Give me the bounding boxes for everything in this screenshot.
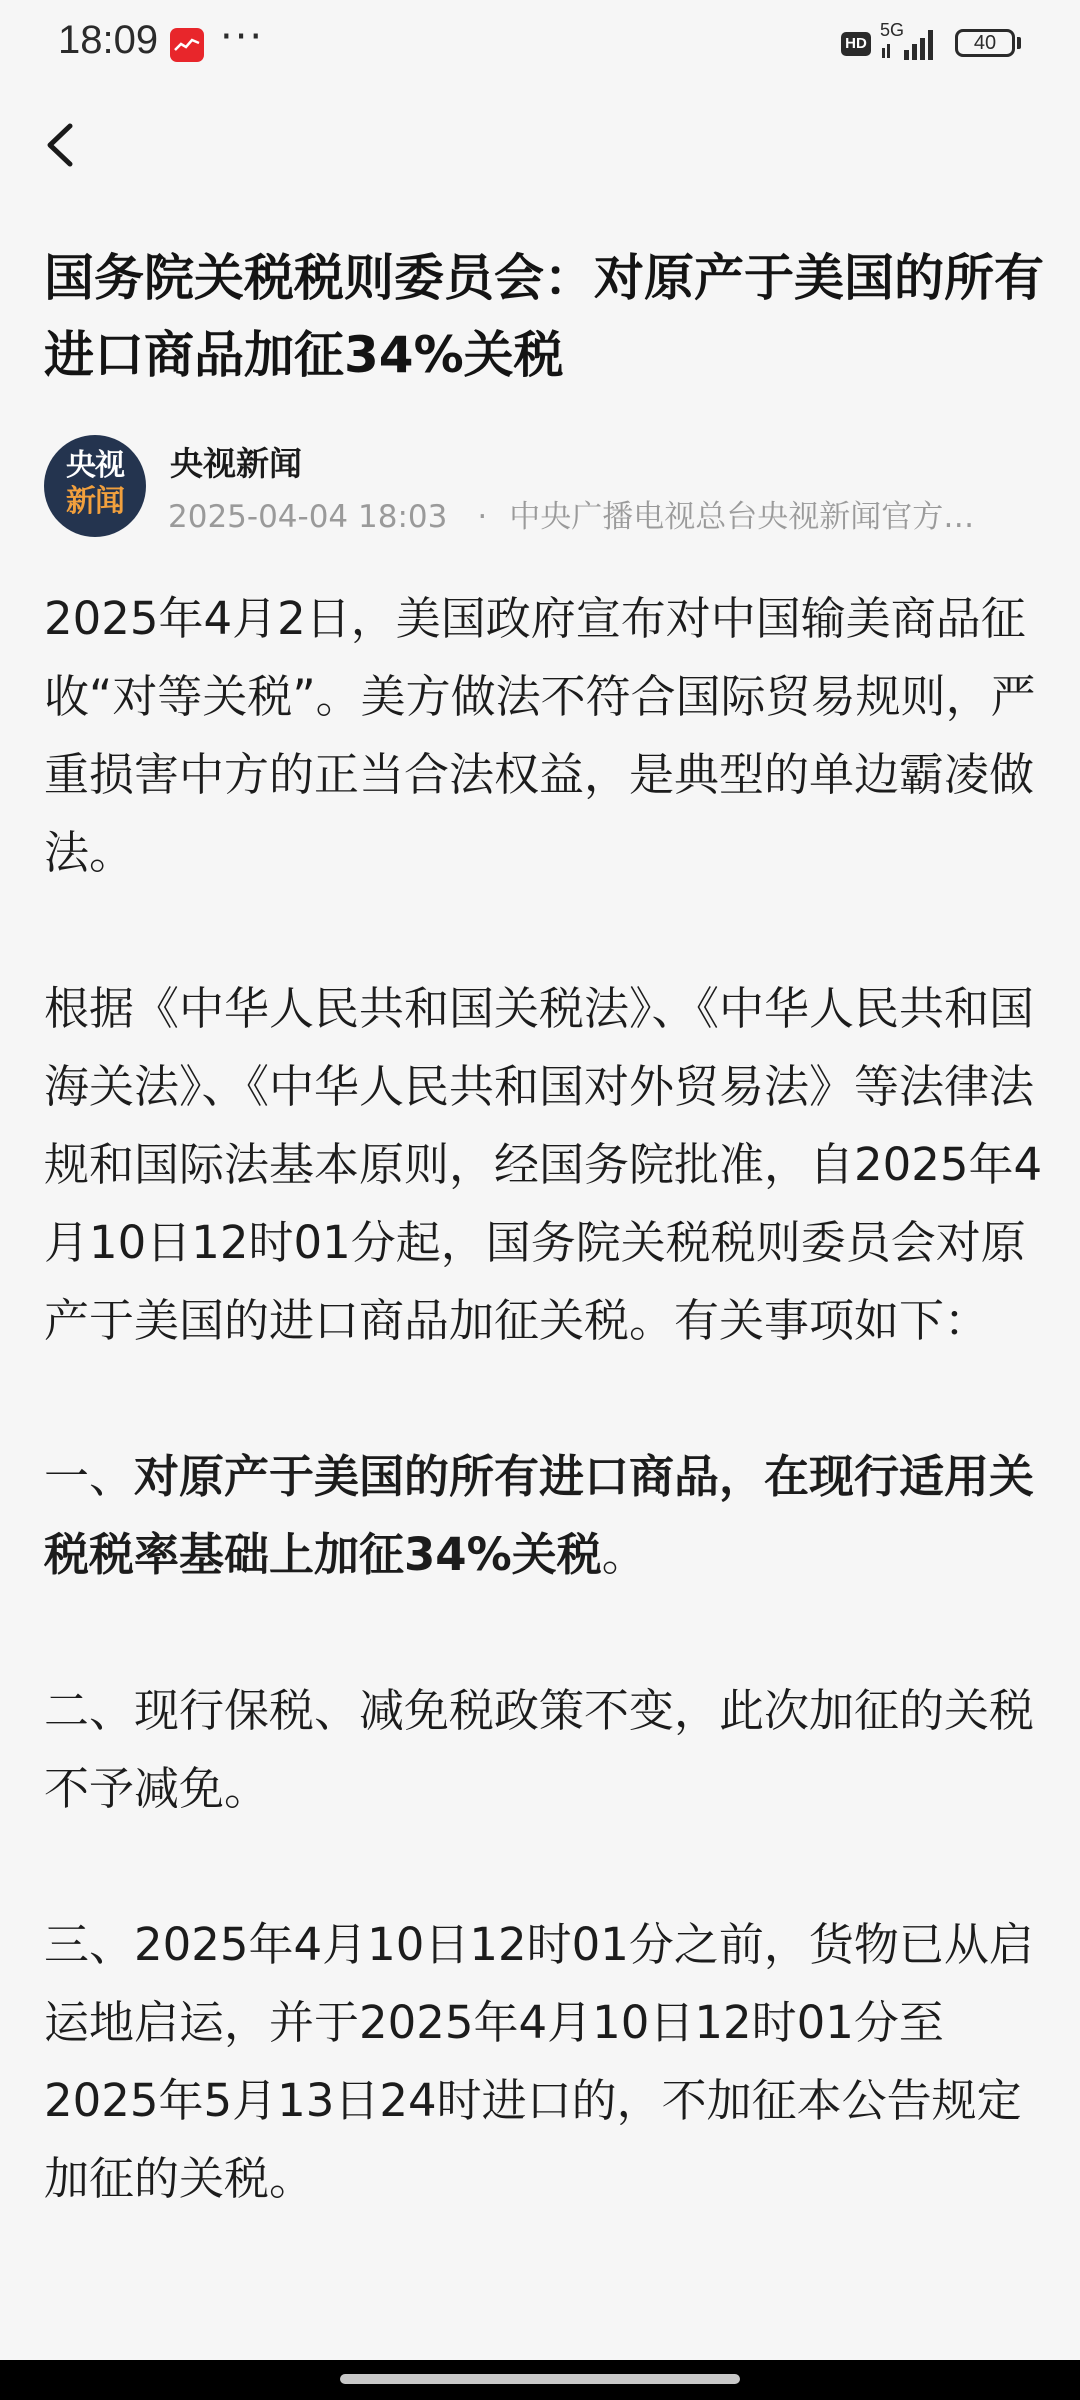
- back-button[interactable]: [36, 112, 92, 178]
- paragraph-3-prefix: 一、: [44, 1450, 135, 1503]
- paragraph-4: 二、现行保税、减免税政策不变，此次加征的关税不予减免。: [44, 1684, 1035, 1815]
- meta-separator: ·: [477, 499, 488, 535]
- paragraph-3-bold: 对原产于美国的所有进口商品，在现行适用关税税率基础上加征34%关税: [44, 1450, 1035, 1581]
- paragraph-5: 三、2025年4月10日12时01分之前，货物已从启运地启运，并于2025年4月10日12时01分至2025年5月13日24时进口的，不加征本公告规定加征的关税。: [44, 1918, 1034, 2205]
- gesture-bar: [0, 2360, 1080, 2400]
- status-time: 18:09: [58, 18, 159, 62]
- source-description: 中央广播电视总台央视新闻官方…: [509, 499, 975, 535]
- paragraph-1: 2025年4月2日，美国政府宣布对中国输美商品征收“对等关税”。美方做法不符合国际贸易规则，严重损害中方的正当合法权益，是典型的单边霸凌做法。: [44, 592, 1036, 879]
- chevron-left-icon: [36, 112, 92, 178]
- source-meta: [168, 491, 1038, 536]
- more-notifications-icon: ···: [220, 14, 265, 60]
- network-type-label: 5G: [880, 20, 905, 40]
- article-title: 国务院关税税则委员会：对原产于美国的所有进口商品加征34%关税: [44, 249, 1044, 384]
- avatar-text-top: 央视: [66, 448, 124, 483]
- news-app-notification-icon: [170, 28, 204, 62]
- avatar[interactable]: [44, 435, 146, 537]
- paragraph-3-suffix: 。: [601, 1528, 647, 1581]
- signal-icon: [880, 20, 942, 62]
- avatar-text-bottom: 新闻: [66, 484, 124, 519]
- home-indicator[interactable]: [340, 2374, 740, 2384]
- battery-icon: 40: [955, 29, 1015, 57]
- hd-voice-badge: HD: [841, 32, 871, 56]
- paragraph-3: [44, 1438, 1044, 1594]
- source-name[interactable]: 央视新闻: [170, 444, 302, 483]
- paragraph-2: 根据《中华人民共和国关税法》、《中华人民共和国海关法》、《中华人民共和国对外贸易法》等法律法规和国际法基本原则，经国务院批准，自2025年4月10日12时01分起，国务院关税税则委员会对原产于美国的进口商品加征关税。有关事项如下：: [44, 982, 1043, 1347]
- status-bar: [0, 0, 1080, 90]
- article-body: [44, 580, 1044, 2218]
- publish-datetime: 2025-04-04 18:03: [168, 499, 448, 535]
- battery-tip: [1017, 37, 1021, 49]
